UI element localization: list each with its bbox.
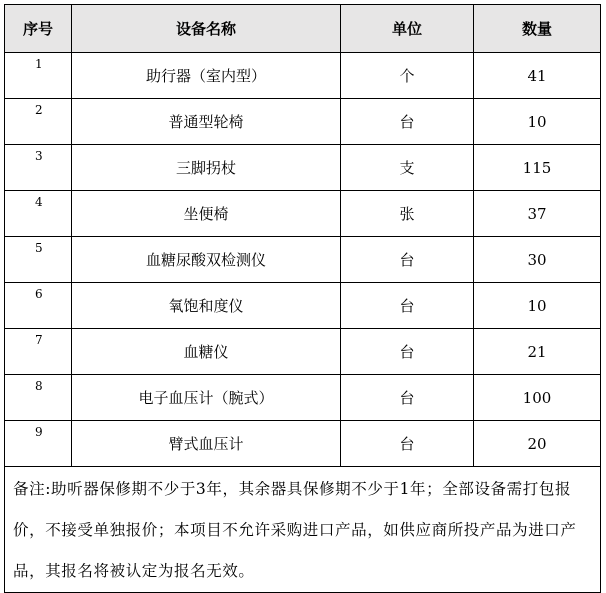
table-row <box>5 329 601 375</box>
table-row <box>5 99 601 145</box>
table-row <box>5 283 601 329</box>
row-equipment-name: 坐便椅 <box>72 191 341 237</box>
row-quantity: 37 <box>474 191 601 237</box>
row-quantity: 115 <box>474 145 601 191</box>
table-row <box>5 53 601 99</box>
table-row <box>5 237 601 283</box>
row-equipment-name: 电子血压计（腕式） <box>72 375 341 421</box>
row-quantity: 30 <box>474 237 601 283</box>
row-seq: 1 <box>5 53 72 99</box>
row-equipment-name: 血糖尿酸双检测仪 <box>72 237 341 283</box>
row-unit: 张 <box>341 191 474 237</box>
row-seq: 9 <box>5 421 72 467</box>
header-quantity: 数量 <box>474 5 601 53</box>
row-quantity: 20 <box>474 421 601 467</box>
table-row <box>5 191 601 237</box>
row-unit: 台 <box>341 421 474 467</box>
header-unit: 单位 <box>341 5 474 53</box>
table-header-row <box>5 5 601 53</box>
row-quantity: 21 <box>474 329 601 375</box>
row-unit: 支 <box>341 145 474 191</box>
row-equipment-name: 助行器（室内型） <box>72 53 341 99</box>
table-body <box>5 53 601 593</box>
row-unit: 台 <box>341 99 474 145</box>
row-unit: 台 <box>341 237 474 283</box>
row-equipment-name: 血糖仪 <box>72 329 341 375</box>
row-seq: 7 <box>5 329 72 375</box>
row-seq: 4 <box>5 191 72 237</box>
row-seq: 6 <box>5 283 72 329</box>
row-equipment-name: 臂式血压计 <box>72 421 341 467</box>
header-seq: 序号 <box>5 5 72 53</box>
table-note: 备注:助听器保修期不少于3年，其余器具保修期不少于1年；全部设备需打包报价，不接受单独报价；本项目不允许采购进口产品，如供应商所投产品为进口产品，其报名将被认定为报名无效。 <box>5 467 601 593</box>
row-quantity: 41 <box>474 53 601 99</box>
row-unit: 台 <box>341 375 474 421</box>
row-quantity: 10 <box>474 283 601 329</box>
row-equipment-name: 三脚拐杖 <box>72 145 341 191</box>
row-equipment-name: 普通型轮椅 <box>72 99 341 145</box>
table-note-row <box>5 467 601 593</box>
equipment-table <box>4 4 601 593</box>
table-row <box>5 145 601 191</box>
row-quantity: 10 <box>474 99 601 145</box>
row-quantity: 100 <box>474 375 601 421</box>
row-unit: 台 <box>341 283 474 329</box>
table-row <box>5 375 601 421</box>
row-equipment-name: 氧饱和度仪 <box>72 283 341 329</box>
row-seq: 2 <box>5 99 72 145</box>
row-seq: 3 <box>5 145 72 191</box>
row-unit: 台 <box>341 329 474 375</box>
row-seq: 8 <box>5 375 72 421</box>
row-unit: 个 <box>341 53 474 99</box>
table-row <box>5 421 601 467</box>
header-equipment-name: 设备名称 <box>72 5 341 53</box>
row-seq: 5 <box>5 237 72 283</box>
